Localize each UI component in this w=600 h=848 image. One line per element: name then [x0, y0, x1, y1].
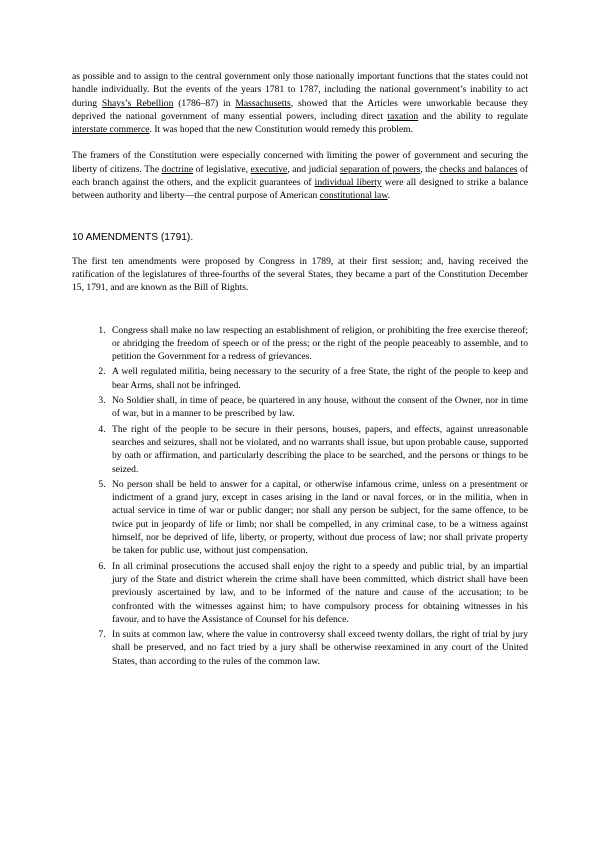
- section-heading: 10 AMENDMENTS (1791).: [72, 231, 194, 243]
- amendment-3: 3. No Soldier shall, in time of peace, be quartered in any house, without the consent of the Owner, nor in time of war, but in a manner to be prescribed by law.: [108, 394, 528, 421]
- text: and the ability to regulate: [418, 110, 528, 122]
- amendment-5: 5. No person shall be held to answer for a capital, or otherwise infamous crime, unless on a presentment or indictment of a grand jury, except in cases arising in the land or naval forces, or in the militia, when in actual service in time of war or public danger; nor shall any person be subject, for the same offence, to be twice put in jeopardy of life or limb; nor shall be compelled, in any criminal case, to be a witness against himself, nor be deprived of life, liberty, or property, without due process of law; nor shall private property be taken for public use, without just compensation.: [108, 478, 528, 558]
- text: , and judicial: [287, 163, 340, 175]
- paragraph-framers: [72, 149, 528, 202]
- link-massachusetts[interactable]: Massachusetts: [235, 97, 291, 109]
- link-executive[interactable]: executive: [250, 163, 288, 175]
- amendment-4: 4. The right of the people to be secure in their persons, houses, papers, and effects, against unreasonable searches and seizures, shall not be violated, and no warrants shall issue, but upon probable cause, supported by oath or affirmation, and particularly describing the place to be searched, and the persons or things to be seized.: [108, 423, 528, 476]
- paragraph-articles: [72, 70, 528, 136]
- text: (1786–87) in: [173, 97, 236, 109]
- text: of each branch against the others, and the explicit guarantees of: [72, 163, 529, 189]
- text: The framers of the Constitution were especially concerned with limiting the power of government and securing the liberty of citizens. The: [72, 150, 528, 175]
- link-taxation[interactable]: taxation: [387, 110, 419, 122]
- bill-of-rights-intro: The first ten amendments were proposed by Congress in 1789, at their first session; and, having received the ratification of the legislatures of three-fourths of the several States, they became a part of the Constitution December 15, 1791, and are known as the Bill of Rights.: [72, 255, 528, 294]
- link-checks-and-balances[interactable]: checks and balances: [439, 163, 518, 175]
- text: as possible and to assign to the central government only those nationally important functions that the states could not handle individually. But the events of the years 1781 to 1787, including the national government’s inability to act during: [72, 71, 528, 109]
- text: of legislative,: [193, 163, 251, 175]
- link-shays-rebellion[interactable]: Shays’s Rebellion: [101, 97, 174, 109]
- link-doctrine[interactable]: doctrine: [161, 163, 194, 175]
- link-interstate-commerce[interactable]: interstate commerce: [72, 124, 150, 136]
- text: .: [387, 190, 391, 202]
- link-constitutional-law[interactable]: constitutional law: [319, 190, 388, 202]
- text: . It was hoped that the new Constitution would remedy this problem.: [149, 124, 414, 136]
- amendment-2: 2. A well regulated militia, being necessary to the security of a free State, the right of the people to keep and bear Arms, shall not be infringed.: [108, 365, 528, 392]
- text: , the: [420, 163, 440, 175]
- document-page: [72, 70, 528, 670]
- amendments-list: [72, 324, 528, 668]
- text: were all designed to strike a balance between authority and liberty—the central purpose of American: [72, 177, 529, 202]
- amendment-7: 7. In suits at common law, where the value in controversy shall exceed twenty dollars, the right of trial by jury shall be preserved, and no fact tried by a jury shall be otherwise reexamined in any court of the United States, than according to the rules of the common law.: [108, 628, 528, 668]
- text: , showed that the Articles were unworkable because they deprived the national government of many essential powers, including direct: [72, 97, 528, 122]
- link-separation-of-powers[interactable]: separation of powers: [339, 163, 421, 175]
- amendment-1: 1. Congress shall make no law respecting an establishment of religion, or prohibiting the free exercise thereof; or abridging the freedom of speech or of the press; or the right of the people peaceably to assemble, and to petition the Government for a redress of grievances.: [108, 324, 528, 364]
- link-individual-liberty[interactable]: individual liberty: [314, 177, 382, 189]
- amendment-6: 6. In all criminal prosecutions the accused shall enjoy the right to a speedy and public trial, by an impartial jury of the State and district wherein the crime shall have been committed, which district shall have been previously ascertained by law, and to be informed of the nature and cause of the accusation; to be confronted with the witnesses against him; to have compulsory process for obtaining witnesses in his favour, and to have the Assistance of Counsel for his defence.: [108, 560, 528, 626]
